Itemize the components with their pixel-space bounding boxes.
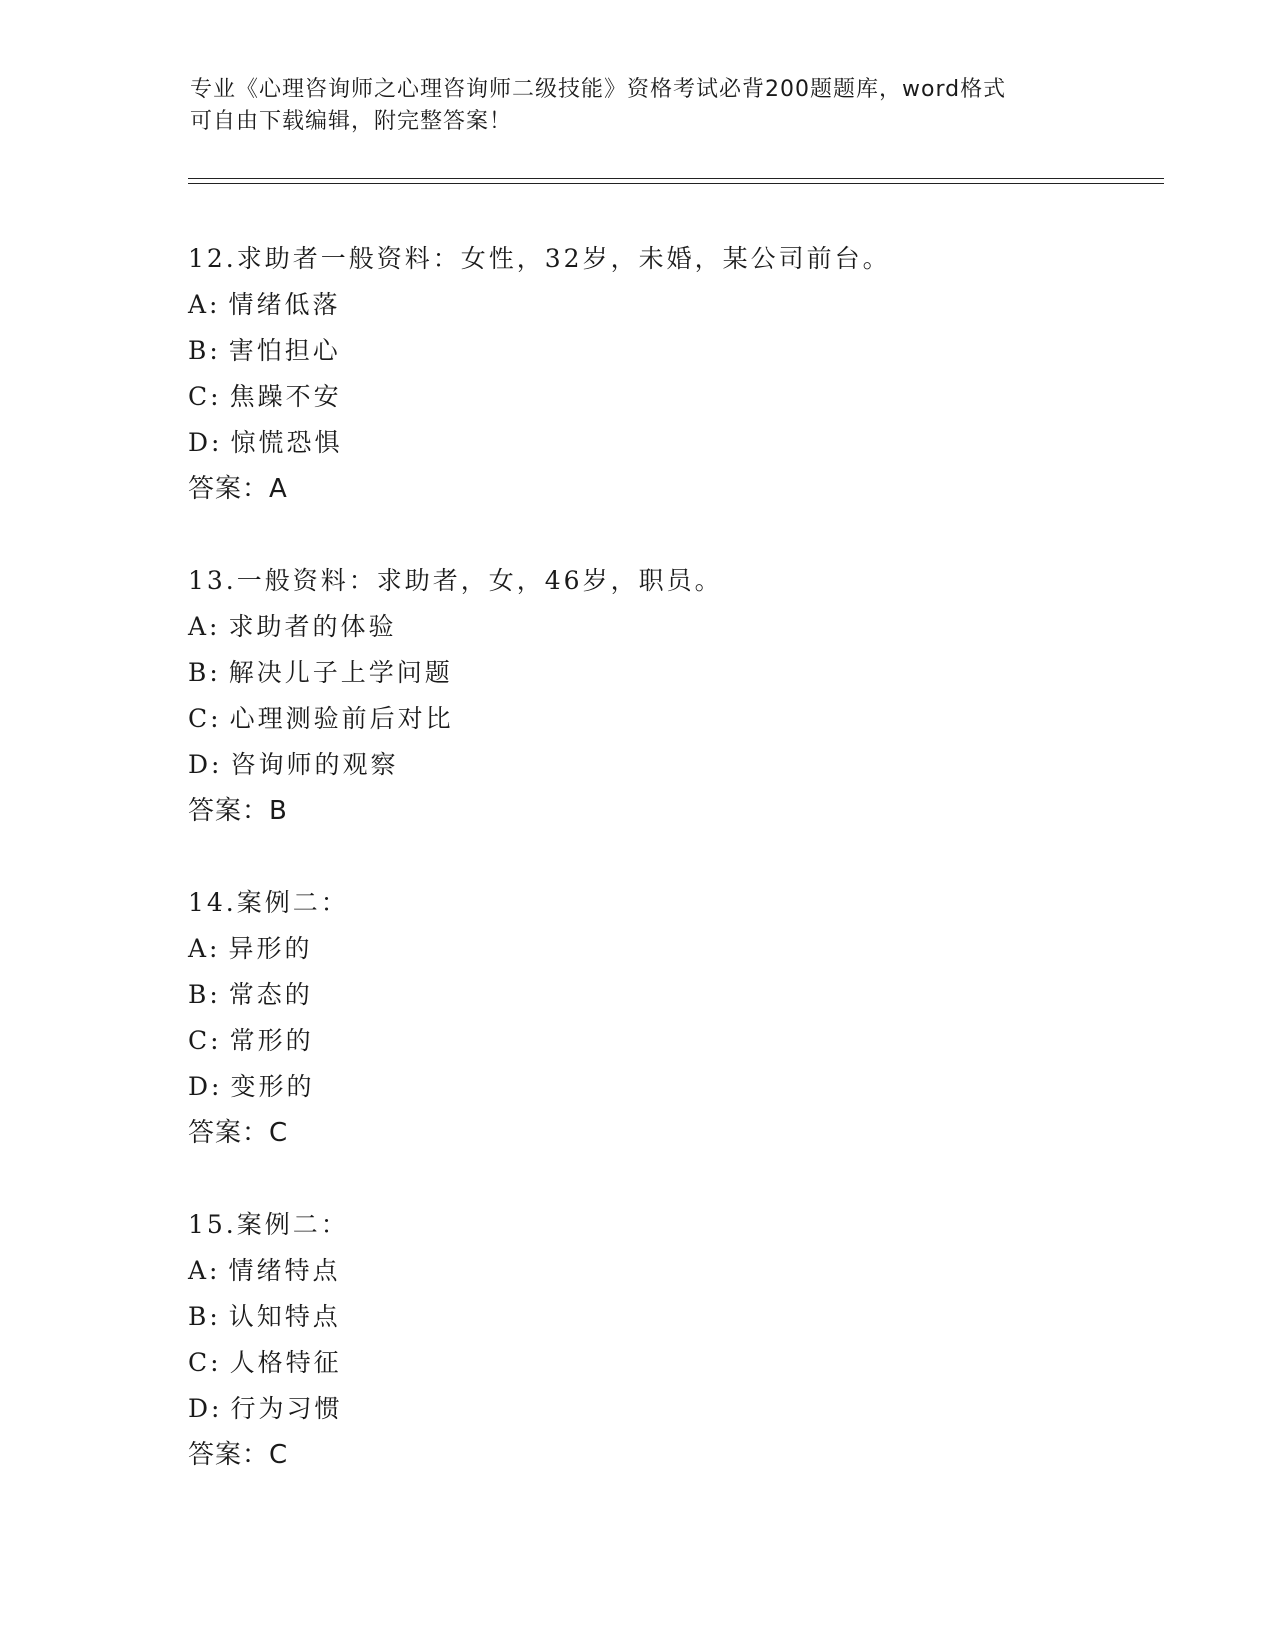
option-c bbox=[188, 1340, 1148, 1386]
question-stem: 12.求助者一般资料：女性，32岁，未婚，某公司前台。 bbox=[188, 244, 891, 273]
question-12 bbox=[188, 236, 1148, 512]
answer: 答案：A bbox=[188, 474, 288, 504]
option-key: B: bbox=[188, 336, 221, 365]
option-text: 常态的 bbox=[228, 980, 313, 1009]
option-key: B: bbox=[188, 1302, 221, 1331]
option-key: A: bbox=[188, 612, 221, 641]
question-15 bbox=[188, 1202, 1148, 1478]
option-text: 情绪特点 bbox=[228, 1256, 341, 1285]
option-a bbox=[188, 1248, 1148, 1294]
option-c bbox=[188, 374, 1148, 420]
option-text: 焦躁不安 bbox=[229, 382, 342, 411]
option-text: 人格特征 bbox=[229, 1348, 342, 1377]
answer: 答案：C bbox=[188, 1118, 289, 1148]
option-key: A: bbox=[188, 1256, 221, 1285]
option-text: 咨询师的观察 bbox=[230, 750, 399, 779]
option-key: B: bbox=[188, 658, 221, 687]
option-d bbox=[188, 742, 1148, 788]
option-text: 变形的 bbox=[230, 1072, 315, 1101]
option-a bbox=[188, 926, 1148, 972]
option-key: D: bbox=[188, 1394, 223, 1423]
option-text: 异形的 bbox=[228, 934, 313, 963]
question-stem: 14.案例二： bbox=[188, 888, 349, 917]
question-stem: 13.一般资料：求助者，女，46岁，职员。 bbox=[188, 566, 723, 595]
option-key: B: bbox=[188, 980, 221, 1009]
option-text: 解决儿子上学问题 bbox=[228, 658, 453, 687]
option-c bbox=[188, 696, 1148, 742]
option-text: 行为习惯 bbox=[230, 1394, 343, 1423]
option-key: C: bbox=[188, 1348, 222, 1377]
option-text: 惊慌恐惧 bbox=[230, 428, 343, 457]
answer: 答案：B bbox=[188, 796, 288, 826]
question-13 bbox=[188, 558, 1148, 834]
option-d bbox=[188, 420, 1148, 466]
option-b bbox=[188, 328, 1148, 374]
answer: 答案：C bbox=[188, 1440, 289, 1470]
option-d bbox=[188, 1386, 1148, 1432]
option-key: C: bbox=[188, 1026, 222, 1055]
option-text: 认知特点 bbox=[228, 1302, 341, 1331]
option-text: 常形的 bbox=[229, 1026, 314, 1055]
option-text: 求助者的体验 bbox=[228, 612, 397, 641]
option-key: D: bbox=[188, 428, 223, 457]
option-d bbox=[188, 1064, 1148, 1110]
option-b bbox=[188, 972, 1148, 1018]
option-b bbox=[188, 650, 1148, 696]
option-key: A: bbox=[188, 290, 221, 319]
option-key: D: bbox=[188, 750, 223, 779]
option-key: A: bbox=[188, 934, 221, 963]
option-c bbox=[188, 1018, 1148, 1064]
header-line-2: 可自由下载编辑，附完整答案！ bbox=[190, 109, 513, 134]
option-b bbox=[188, 1294, 1148, 1340]
option-key: D: bbox=[188, 1072, 223, 1101]
question-stem: 15.案例二： bbox=[188, 1210, 349, 1239]
document-header bbox=[190, 74, 1090, 138]
header-divider-top bbox=[188, 178, 1164, 179]
header-line-1: 专业《心理咨询师之心理咨询师二级技能》资格考试必背200题题库，word格式 bbox=[190, 77, 1007, 102]
option-a bbox=[188, 604, 1148, 650]
header-divider-bottom bbox=[188, 183, 1164, 184]
option-text: 害怕担心 bbox=[228, 336, 341, 365]
option-key: C: bbox=[188, 704, 222, 733]
option-text: 情绪低落 bbox=[228, 290, 341, 319]
option-key: C: bbox=[188, 382, 222, 411]
option-text: 心理测验前后对比 bbox=[229, 704, 454, 733]
option-a bbox=[188, 282, 1148, 328]
question-14 bbox=[188, 880, 1148, 1156]
